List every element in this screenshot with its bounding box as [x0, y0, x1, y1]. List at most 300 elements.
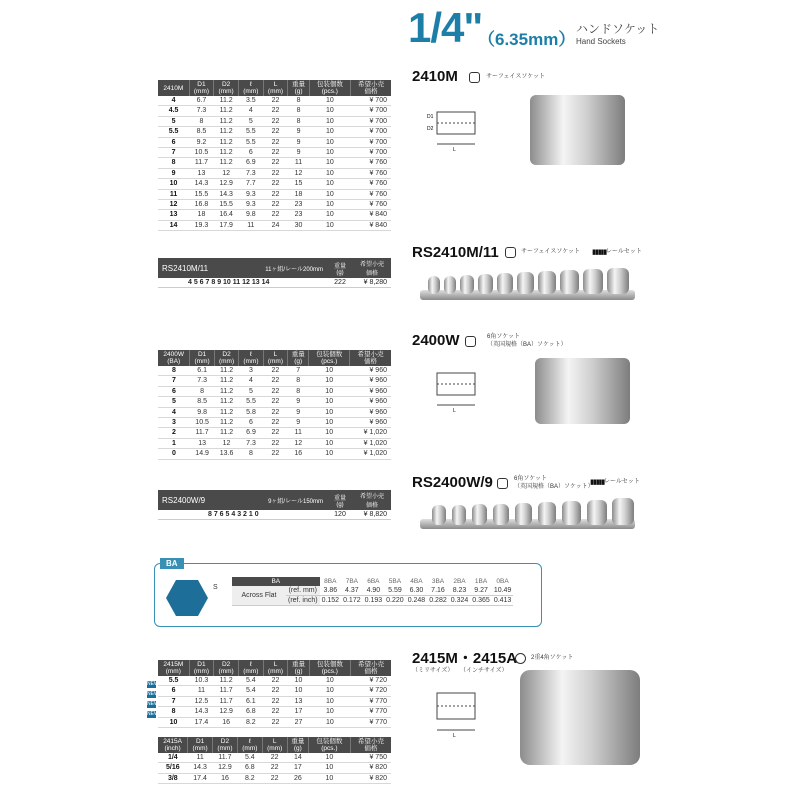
- table-cell: 10: [309, 418, 350, 428]
- dimension-drawing: [425, 685, 495, 740]
- table-cell: 22: [263, 168, 288, 178]
- table-cell: 22: [263, 428, 287, 438]
- table-cell: 8: [158, 366, 190, 376]
- table-cell: 7.3: [238, 168, 263, 178]
- table-cell: ¥ 720: [350, 676, 391, 686]
- table-cell: 22: [263, 676, 288, 686]
- table-row: [158, 376, 391, 386]
- table-cell: 11.2: [214, 158, 239, 168]
- product-note-2415: 2重4角ソケット: [531, 655, 574, 661]
- table-cell: 6.8: [237, 763, 262, 773]
- table-cell: 10: [309, 676, 350, 686]
- table-cell: 11.2: [214, 418, 238, 428]
- table-cell: 16.8: [189, 200, 214, 210]
- product-note-rs2410m: サーフェイスソケット: [521, 249, 580, 255]
- table-cell: 5.5: [239, 397, 263, 407]
- table-cell: 22: [263, 707, 288, 717]
- table-cell: 6.1: [190, 366, 214, 376]
- table-row: [158, 200, 391, 210]
- ba-mm-value: 3.86: [320, 586, 342, 596]
- ba-inch-value: 0.248: [407, 597, 426, 604]
- column-header: 重量 (g): [287, 737, 309, 753]
- svg-text:L: L: [453, 408, 456, 414]
- column-header: ℓ (mm): [237, 737, 262, 753]
- table-cell: 11.7: [190, 428, 214, 438]
- table-cell: 16.4: [214, 210, 239, 220]
- ba-mm-value: 8.23: [449, 586, 471, 596]
- ba-size-header: 7BA: [345, 578, 358, 585]
- ba-size-header: 2BA: [453, 578, 466, 585]
- table-cell: 8: [288, 96, 309, 106]
- column-header: D2 (mm): [214, 660, 239, 676]
- table-cell: 10: [309, 449, 350, 459]
- ba-size-header: 3BA: [431, 578, 445, 585]
- table-cell: 10: [309, 168, 350, 178]
- column-header: D1 (mm): [190, 350, 214, 366]
- table-row: [158, 179, 391, 189]
- table-cell: 22: [263, 686, 288, 696]
- table-cell: 17.4: [189, 717, 214, 727]
- table-cell: 10: [309, 210, 350, 220]
- set-name: RS2400W/9: [158, 490, 246, 510]
- spec-table-2415m: [158, 660, 391, 728]
- across-flat-symbol: S: [213, 584, 218, 591]
- table-cell: ¥ 1,020: [350, 428, 391, 438]
- set-table-rs2400w: [158, 490, 391, 520]
- table-cell: 6: [238, 148, 263, 158]
- table-cell: 11.2: [214, 106, 239, 116]
- socket-set-photo-rs2410m: [420, 262, 635, 307]
- product-note-2400w-1: 6角ソケット: [487, 334, 520, 340]
- table-cell: 19.3: [189, 220, 214, 230]
- column-header: 2415A (inch): [158, 737, 188, 753]
- product-name-rs2400w: RS2400W/9: [412, 474, 493, 491]
- product-note-2410m: サーフェイスソケット: [486, 74, 545, 80]
- table-cell: 8: [158, 158, 189, 168]
- table-cell: 12.5: [189, 696, 214, 706]
- table-cell: 22: [263, 386, 287, 396]
- table-row: [158, 763, 391, 773]
- column-header: D1 (mm): [189, 80, 214, 96]
- table-cell: 22: [263, 200, 288, 210]
- table-cell: 10.5: [189, 148, 214, 158]
- table-cell: 10: [309, 428, 350, 438]
- table-cell: 9: [288, 127, 309, 137]
- set-name: RS2410M/11: [158, 258, 246, 278]
- column-header: ℓ (mm): [238, 80, 263, 96]
- table-cell: 11: [238, 220, 263, 230]
- table-cell: 22: [262, 753, 287, 763]
- table-cell: ¥ 960: [350, 407, 391, 417]
- table-cell: ¥ 770: [350, 696, 391, 706]
- table-cell: 14.3: [214, 189, 239, 199]
- column-header: 重量 (g): [288, 80, 309, 96]
- table-cell: 22: [263, 717, 288, 727]
- table-row: [158, 686, 391, 696]
- ba-mm-value: 7.16: [427, 586, 449, 596]
- column-header: D2 (mm): [214, 80, 239, 96]
- table-cell: ¥ 1,020: [350, 438, 391, 448]
- table-cell: 22: [263, 438, 287, 448]
- socket-photo-2400w: [535, 358, 630, 424]
- column-header: 希望小売 価格: [350, 660, 391, 676]
- table-cell: ¥ 960: [350, 397, 391, 407]
- table-cell: 13: [158, 210, 189, 220]
- table-cell: 14.9: [190, 449, 214, 459]
- table-cell: ¥ 960: [350, 418, 391, 428]
- table-row: [158, 127, 391, 137]
- table-cell: 4: [238, 106, 263, 116]
- table-cell: 10: [309, 438, 350, 448]
- table-cell: 10: [309, 753, 351, 763]
- table-cell: ¥ 700: [350, 137, 391, 147]
- table-cell: 9.3: [238, 189, 263, 199]
- set-sizes: 4 5 6 7 8 9 10 11 12 13 14: [158, 278, 327, 288]
- product-name-rs2410m: RS2410M/11: [412, 244, 499, 261]
- column-header: 重量 (g): [288, 660, 309, 676]
- product-sub-2415m: （ミリサイズ）: [412, 668, 454, 674]
- dimension-drawing: [425, 104, 495, 154]
- table-cell: 9.2: [189, 137, 214, 147]
- table-cell: 8.2: [237, 773, 262, 783]
- table-cell: 11.2: [214, 386, 238, 396]
- table-cell: ¥ 700: [350, 148, 391, 158]
- set-price: ¥ 8,280: [353, 278, 391, 288]
- table-cell: 17.9: [214, 220, 239, 230]
- svg-text:L: L: [453, 733, 456, 739]
- new-badge: NEW: [147, 701, 159, 707]
- table-cell: 18: [189, 210, 214, 220]
- column-header: 重量 (g): [288, 350, 309, 366]
- table-cell: 18: [288, 189, 309, 199]
- table-cell: 11: [288, 158, 309, 168]
- table-cell: 10: [309, 189, 350, 199]
- table-cell: 23: [288, 200, 309, 210]
- table-cell: 22: [263, 449, 287, 459]
- table-cell: 10: [309, 158, 350, 168]
- column-header: L (mm): [263, 660, 288, 676]
- ba-inch-value: 0.365: [472, 597, 490, 604]
- table-cell: 30: [288, 220, 309, 230]
- table-cell: 22: [263, 366, 287, 376]
- table-cell: 11: [189, 686, 214, 696]
- table-cell: 15.5: [214, 200, 239, 210]
- table-cell: 6.7: [189, 96, 214, 106]
- table-cell: 5.5: [158, 676, 189, 686]
- table-cell: 6: [158, 386, 190, 396]
- table-cell: ¥ 700: [350, 96, 391, 106]
- table-cell: 14: [158, 220, 189, 230]
- table-cell: ¥ 760: [350, 158, 391, 168]
- table-cell: ¥ 960: [350, 366, 391, 376]
- table-cell: 4: [239, 376, 263, 386]
- set-sizes: 8 7 6 5 4 3 2 1 0: [158, 510, 327, 520]
- column-header: 2400W (BA): [158, 350, 190, 366]
- table-row: [158, 428, 391, 438]
- table-cell: 11.2: [214, 148, 239, 158]
- table-cell: 22: [263, 106, 288, 116]
- table-cell: 10: [309, 376, 350, 386]
- table-cell: 8: [288, 376, 309, 386]
- socket-set-photo-rs2400w: [420, 495, 635, 540]
- ba-size-header: 5BA: [388, 578, 402, 585]
- table-cell: 22: [263, 397, 287, 407]
- table-cell: 10: [309, 773, 351, 783]
- table-cell: 22: [263, 137, 288, 147]
- table-cell: 10: [309, 763, 351, 773]
- table-cell: ¥ 760: [350, 168, 391, 178]
- table-cell: 22: [262, 773, 287, 783]
- table-cell: 11: [158, 189, 189, 199]
- table-cell: 1: [158, 438, 190, 448]
- table-cell: 3/8: [158, 773, 188, 783]
- table-cell: 11.2: [214, 127, 239, 137]
- table-cell: 6: [158, 686, 189, 696]
- table-cell: 4: [158, 96, 189, 106]
- table-cell: ¥ 770: [350, 717, 391, 727]
- column-header: 包装個数 (pcs.): [309, 737, 351, 753]
- table-cell: 10: [309, 386, 350, 396]
- product-note-2400w-2: （英国規格（BA）ソケット）: [487, 342, 567, 348]
- table-cell: 2: [158, 428, 190, 438]
- table-row: [158, 106, 391, 116]
- rail-icon: ▮▮▮▮▮: [590, 479, 605, 486]
- ba-mm-value: 4.90: [363, 586, 385, 596]
- product-name-2415: 2415M・2415A: [412, 650, 518, 667]
- product-note-rs2400w-1: 6角ソケット: [514, 476, 547, 482]
- table-cell: 10: [309, 200, 350, 210]
- table-cell: 12.9: [214, 179, 239, 189]
- price-header: 希望小売 価格: [353, 258, 391, 278]
- table-cell: ¥ 700: [350, 106, 391, 116]
- table-cell: 24: [263, 220, 288, 230]
- table-cell: 22: [263, 696, 288, 706]
- table-row: [158, 220, 391, 230]
- column-header: 2410M: [158, 80, 189, 96]
- ba-inch-value: 0.193: [364, 597, 383, 604]
- table-cell: 22: [263, 148, 288, 158]
- table-cell: 10: [309, 407, 350, 417]
- new-badge: NEW: [147, 711, 159, 717]
- table-cell: 10: [309, 397, 350, 407]
- table-cell: ¥ 760: [350, 179, 391, 189]
- table-cell: ¥ 750: [350, 753, 391, 763]
- table-cell: 14.3: [188, 763, 213, 773]
- table-cell: 9.3: [238, 200, 263, 210]
- ba-size-header: 0BA: [496, 578, 509, 585]
- new-badge: NEW: [147, 681, 159, 687]
- table-cell: 13: [288, 696, 309, 706]
- table-cell: 8: [158, 707, 189, 717]
- ba-mm-value: 6.30: [406, 586, 428, 596]
- ba-mm-value: 4.37: [341, 586, 363, 596]
- table-cell: 22: [263, 96, 288, 106]
- set-desc: 9ヶ組/レール150mm: [246, 490, 327, 510]
- table-cell: 8: [190, 386, 214, 396]
- product-sub-2415a: （インチサイズ）: [460, 668, 508, 674]
- page-title: 1/4": [408, 4, 483, 51]
- table-cell: 13.6: [214, 449, 238, 459]
- table-row: [158, 158, 391, 168]
- table-cell: 11.2: [214, 397, 238, 407]
- table-cell: 10: [309, 116, 350, 126]
- table-cell: 10.5: [190, 418, 214, 428]
- column-header: D1 (mm): [188, 737, 213, 753]
- table-cell: 22: [263, 376, 287, 386]
- column-header: D2 (mm): [214, 350, 238, 366]
- column-header: 2415M (mm): [158, 660, 189, 676]
- table-cell: 1/4: [158, 753, 188, 763]
- table-cell: 8.5: [189, 127, 214, 137]
- table-cell: 9: [288, 137, 309, 147]
- hexagon-icon: [469, 72, 480, 83]
- table-cell: 9.8: [238, 210, 263, 220]
- table-cell: 6.9: [238, 158, 263, 168]
- table-row: [158, 407, 391, 417]
- table-cell: 11.2: [214, 407, 238, 417]
- column-header: 包装個数 (pcs.): [309, 80, 350, 96]
- table-cell: 15.5: [189, 189, 214, 199]
- table-cell: 9.8: [190, 407, 214, 417]
- table-cell: 12: [288, 438, 309, 448]
- table-cell: 0: [158, 449, 190, 459]
- table-cell: 6: [239, 418, 263, 428]
- dimension-diagram-icon: [425, 365, 495, 415]
- product-name-2410m: 2410M: [412, 68, 458, 85]
- table-cell: 5.5: [158, 127, 189, 137]
- table-cell: 14: [287, 753, 309, 763]
- column-header: ℓ (mm): [239, 350, 263, 366]
- table-row: [158, 148, 391, 158]
- set-weight: 120: [327, 510, 353, 520]
- ba-size-header: 1BA: [474, 578, 488, 585]
- table-cell: 3: [239, 366, 263, 376]
- column-header: 希望小売 価格: [350, 737, 391, 753]
- table-cell: 8: [288, 116, 309, 126]
- ba-header: BA: [232, 577, 320, 586]
- table-cell: 5: [158, 397, 190, 407]
- table-cell: 7: [158, 376, 190, 386]
- spec-table-2410m: [158, 80, 391, 231]
- ba-tab: BA: [160, 558, 184, 569]
- table-cell: ¥ 720: [350, 686, 391, 696]
- svg-text:D2: D2: [427, 126, 434, 132]
- table-cell: 10: [309, 717, 350, 727]
- table-row: [158, 96, 391, 106]
- table-cell: 22: [262, 763, 287, 773]
- hexagon-icon: [505, 247, 516, 258]
- spec-table-2400w: [158, 350, 391, 460]
- table-row: [158, 753, 391, 763]
- set-price: ¥ 8,820: [353, 510, 391, 520]
- table-row: [158, 717, 391, 727]
- svg-text:L: L: [453, 147, 456, 153]
- table-cell: 9: [288, 407, 309, 417]
- table-cell: 11.2: [214, 428, 238, 438]
- table-cell: 27: [288, 717, 309, 727]
- dimension-diagram-icon: [425, 104, 495, 154]
- ba-inch-value: 0.220: [386, 597, 404, 604]
- table-cell: 11.7: [189, 158, 214, 168]
- column-header: L (mm): [263, 350, 287, 366]
- table-cell: 12: [214, 168, 239, 178]
- table-cell: 22: [263, 189, 288, 199]
- table-cell: 11.2: [214, 676, 239, 686]
- ba-size-header: 6BA: [367, 578, 380, 585]
- table-cell: 4: [158, 407, 190, 417]
- table-row: [158, 707, 391, 717]
- table-cell: 8.5: [190, 397, 214, 407]
- ba-table: [232, 577, 513, 606]
- column-header: ℓ (mm): [238, 660, 263, 676]
- table-cell: 6.9: [239, 428, 263, 438]
- table-cell: 12: [288, 168, 309, 178]
- page-title-jp: ハンドソケット: [576, 22, 660, 36]
- table-cell: 11.2: [214, 137, 239, 147]
- table-cell: 6: [158, 137, 189, 147]
- table-cell: 10: [288, 686, 309, 696]
- ba-inch-value: 0.282: [429, 597, 447, 604]
- table-row: [158, 676, 391, 686]
- table-cell: 5.5: [238, 127, 263, 137]
- table-cell: 10: [309, 707, 350, 717]
- across-flat-label: Across Flat: [232, 586, 286, 606]
- table-cell: ¥ 760: [350, 200, 391, 210]
- ba-mm-value: 10.49: [493, 587, 512, 594]
- table-cell: 7.3: [189, 106, 214, 116]
- table-cell: 8: [189, 116, 214, 126]
- table-cell: 7: [158, 696, 189, 706]
- table-cell: 11.2: [214, 376, 238, 386]
- table-cell: 11: [188, 753, 213, 763]
- table-cell: ¥ 1,020: [350, 449, 391, 459]
- table-cell: 22: [263, 127, 288, 137]
- table-cell: 12.9: [213, 763, 238, 773]
- table-cell: 8: [239, 449, 263, 459]
- table-cell: 5.5: [238, 137, 263, 147]
- table-cell: 13: [190, 438, 214, 448]
- column-header: D1 (mm): [189, 660, 214, 676]
- table-cell: 23: [288, 210, 309, 220]
- table-cell: ¥ 840: [350, 220, 391, 230]
- table-cell: ¥ 960: [350, 376, 391, 386]
- column-header: L (mm): [263, 80, 288, 96]
- table-cell: 8: [288, 386, 309, 396]
- column-header: D2 (mm): [213, 737, 238, 753]
- socket-photo-2415: [520, 670, 640, 765]
- table-cell: 22: [263, 116, 288, 126]
- table-cell: 9: [288, 148, 309, 158]
- column-header: 希望小売 価格: [350, 80, 391, 96]
- weight-header: 重量 (g): [327, 258, 353, 278]
- table-cell: 22: [263, 407, 287, 417]
- table-row: [158, 696, 391, 706]
- table-cell: 12: [214, 438, 238, 448]
- weight-header: 重量 (g): [327, 490, 353, 510]
- page-subtitle: （6.35mm）: [478, 30, 576, 49]
- table-cell: 10: [309, 366, 350, 376]
- table-cell: 7.3: [190, 376, 214, 386]
- product-name-2400w: 2400W: [412, 332, 460, 349]
- table-cell: ¥ 840: [350, 210, 391, 220]
- table-cell: 16: [288, 449, 309, 459]
- ba-size-header: 8BA: [324, 578, 337, 585]
- hexagon-icon: [497, 478, 508, 489]
- table-cell: 9: [288, 418, 309, 428]
- page-title-en: Hand Sockets: [576, 37, 626, 46]
- table-cell: ¥ 820: [350, 773, 391, 783]
- set-weight: 222: [327, 278, 353, 288]
